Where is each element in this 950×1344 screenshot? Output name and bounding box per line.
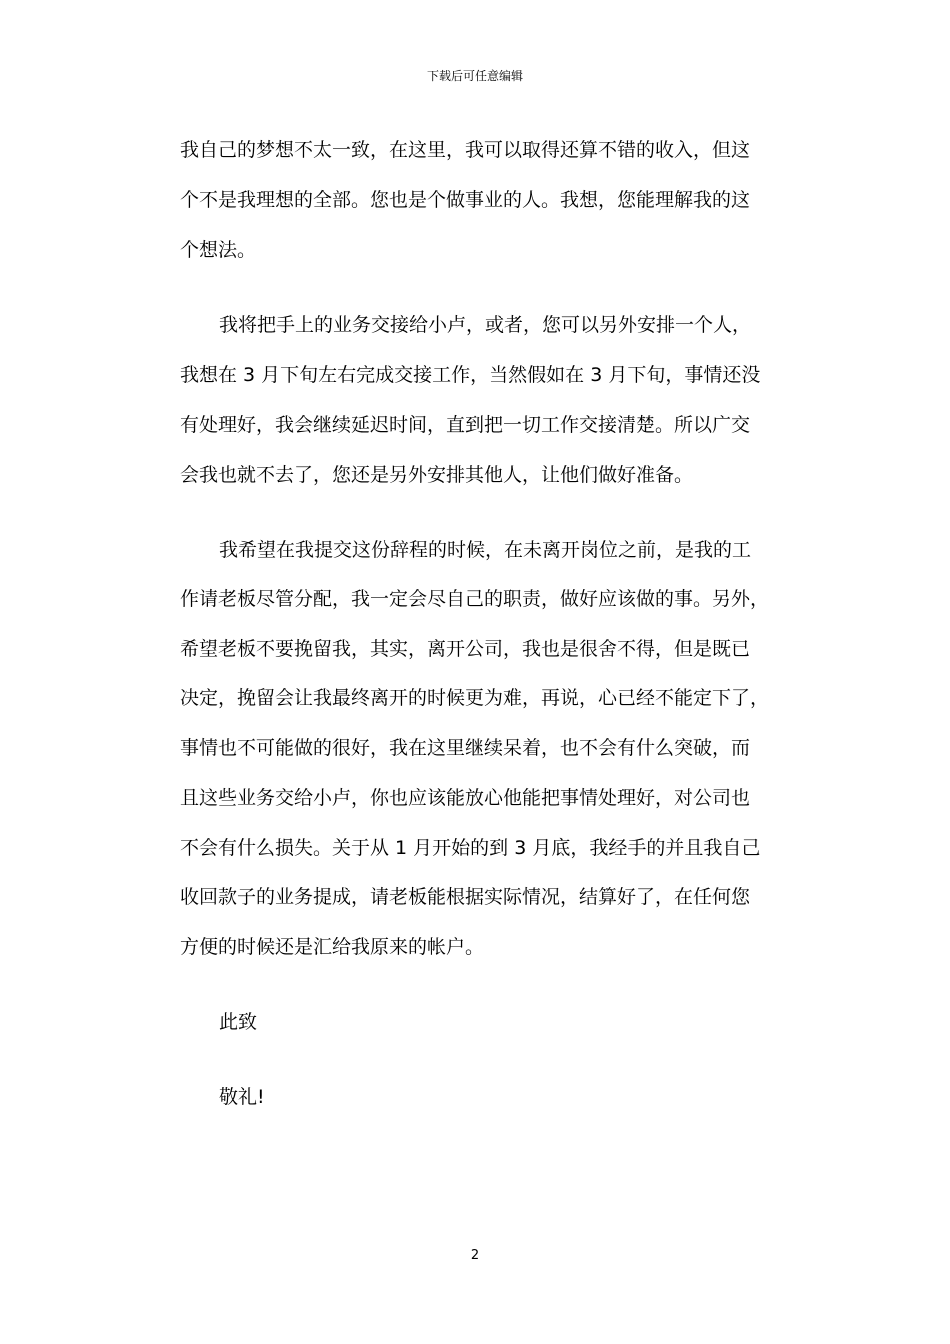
body-line: 我自己的梦想不太一致，在这里，我可以取得还算不错的收入，但这 [180,139,751,161]
salutation-text: 敬礼! [219,1086,265,1108]
body-line: 我将把手上的业务交接给小卢，或者，您可以另外安排一个人， [219,314,752,336]
body-line: 作请老板尽管分配，我一定会尽自己的职责，做好应该做的事。另外， [180,588,770,610]
body-line: 不会有什么损失。关于从 1 月开始的到 3 月底，我经手的并且我自己 [180,837,761,859]
body-line: 事情也不可能做的很好，我在这里继续呆着，也不会有什么突破，而 [180,737,751,759]
page-number: 2 [470,1248,480,1263]
closing-text: 此致 [219,1011,258,1033]
page-header: 下载后可任意编辑 [426,69,523,83]
body-line: 希望老板不要挽留我，其实，离开公司，我也是很舍不得，但是既已 [180,638,751,660]
body-line: 且这些业务交给小卢，你也应该能放心他能把事情处理好，对公司也 [180,787,751,809]
body-line: 会我也就不去了，您还是另外安排其他人，让他们做好准备。 [180,464,694,486]
body-line: 方便的时候还是汇给我原来的帐户。 [180,936,485,958]
body-line: 我希望在我提交这份辞程的时候，在未离开岗位之前，是我的工 [219,539,752,561]
body-line: 收回款子的业务提成，请老板能根据实际情况，结算好了，在任何您 [180,886,751,908]
body-line: 个想法。 [180,239,257,261]
body-line: 决定，挽留会让我最终离开的时候更为难，再说，心已经不能定下了， [180,687,770,709]
body-line: 我想在 3 月下旬左右完成交接工作，当然假如在 3 月下旬，事情还没 [180,364,761,386]
body-line: 有处理好，我会继续延迟时间，直到把一切工作交接清楚。所以广交 [180,414,751,436]
body-line: 个不是我理想的全部。您也是个做事业的人。我想，您能理解我的这 [180,189,751,211]
